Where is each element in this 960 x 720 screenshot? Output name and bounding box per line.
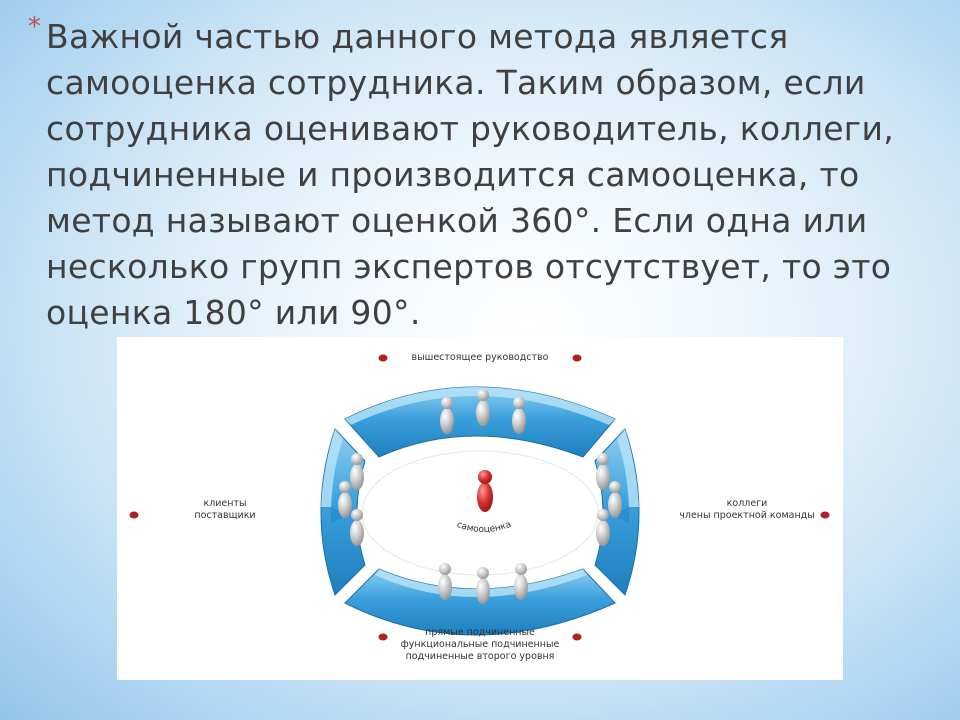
paragraph-line-3: сотрудника оценивают руководитель, коллеги, [46,109,894,148]
label-colleagues-line1: коллеги [726,498,768,509]
paragraph-line-1: Важной частью данного метода является [46,17,789,56]
label-subordinates-line2: функциональные подчиненные [400,639,560,650]
label-subordinates-line1: прямые подчиненные [425,627,535,638]
paragraph-line-6: несколько групп экспертов отсутствует, то это [46,247,892,286]
paragraph-line-2: самооценка сотрудника. Таким образом, если [46,63,866,102]
marker-right [821,512,830,519]
label-colleagues [677,498,817,522]
label-suppliers: поставщики [194,510,256,521]
label-subordinates-line3: подчиненные второго уровня [405,651,555,662]
slide-paragraph [46,14,926,336]
paragraph-line-4: подчиненные и производится самооценка, то [46,155,860,194]
paragraph-line-5: метод называют оценкой 360°. Если одна или [46,201,868,240]
center-label: самооценка [455,519,513,536]
360-degree-diagram [117,337,843,680]
label-clients: клиенты [203,498,247,509]
label-subordinates [370,627,590,663]
self-assessment-figure [477,470,493,512]
label-colleagues-line2: члены проектной команды [679,510,815,521]
bullet-asterisk: * [28,12,41,42]
label-top-management: вышестоящее руководство [411,352,549,363]
paragraph-line-7: оценка 180° или 90°. [46,293,421,332]
inner-ellipse [362,451,598,575]
marker-left [130,512,139,519]
label-clients-suppliers [175,498,275,522]
